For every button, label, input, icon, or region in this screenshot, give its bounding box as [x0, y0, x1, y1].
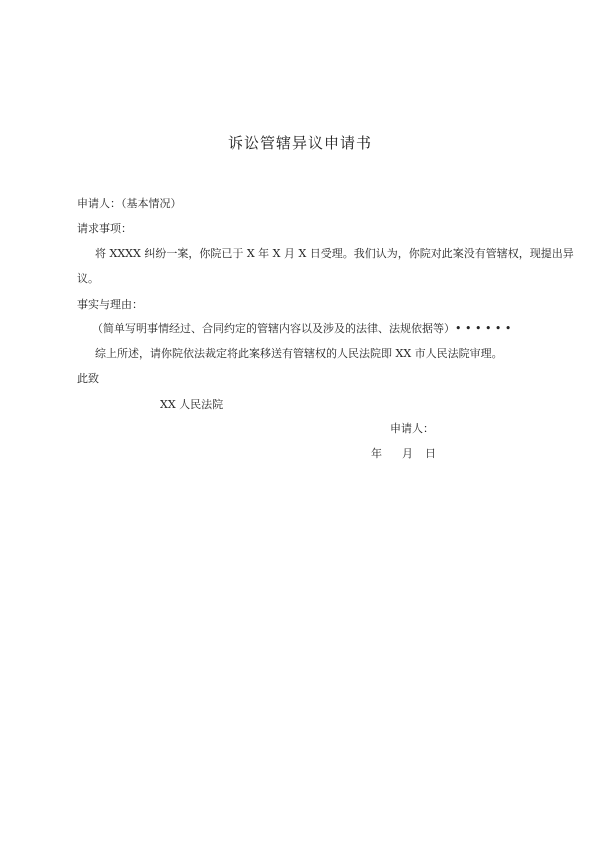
applicant-line: 申请人：（基本情况） — [77, 197, 182, 210]
salutation: 此致 — [77, 372, 99, 385]
date-line — [371, 447, 436, 461]
court-name: XX 人民法院 — [160, 398, 224, 411]
signature-label: 申请人： — [390, 422, 434, 435]
date-year: 年 — [371, 447, 382, 460]
request-label: 请求事项： — [77, 222, 132, 235]
facts-label: 事实与理由： — [77, 298, 143, 311]
request-text-line-2: 议。 — [77, 272, 99, 285]
date-day: 日 — [425, 447, 436, 460]
document-title: 诉讼管辖异议申请书 — [227, 134, 372, 152]
request-text-line-1: 将 XXXX 纠纷一案，你院已于 X 年 X 月 X 日受理。我们认为，你院对此案没有管辖权，现提出异 — [95, 247, 574, 260]
facts-text: （简单写明事情经过、合同约定的管辖内容以及涉及的法律、法规依据等）• • • • • • — [92, 322, 512, 335]
conclusion-text: 综上所述，请你院依法裁定将此案移送有管辖权的人民法院即 XX 市人民法院审理。 — [95, 347, 503, 360]
date-month: 月 — [402, 447, 413, 460]
